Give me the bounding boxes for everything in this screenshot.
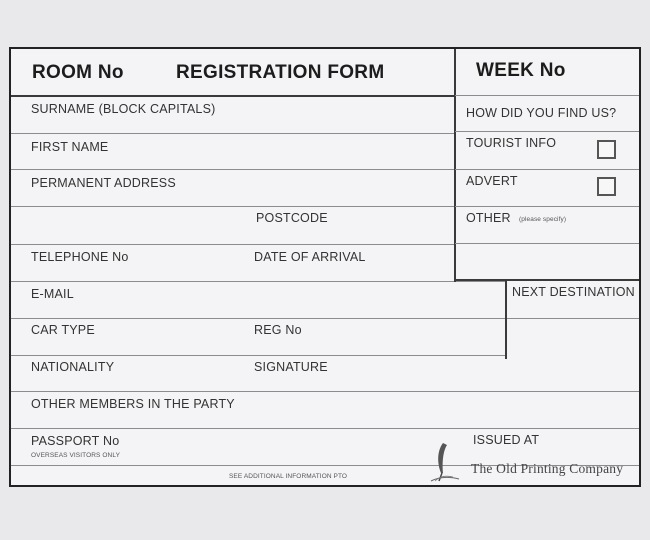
email-label: E-MAIL (31, 287, 74, 301)
rule-first-name (11, 169, 455, 170)
surname-label: SURNAME (BLOCK CAPITALS) (31, 102, 216, 116)
rule-postcode (11, 244, 455, 245)
quill-icon (429, 441, 465, 485)
room-no-label: ROOM No (32, 62, 124, 83)
other-note: (please specify) (519, 216, 567, 223)
first-name-label: FIRST NAME (31, 140, 109, 154)
tourist-info-checkbox[interactable] (597, 140, 616, 159)
advert-label: ADVERT (466, 174, 518, 188)
rule-nationality (11, 391, 641, 392)
telephone-label: TELEPHONE No (31, 250, 129, 264)
right-panel-bottom (455, 279, 641, 281)
passport-no-label: PASSPORT No (31, 434, 120, 448)
brand-logo (429, 441, 641, 485)
other-label: OTHER (466, 211, 511, 225)
form-title: REGISTRATION FORM (176, 62, 385, 83)
rule-email (11, 318, 641, 319)
signature-label: SIGNATURE (254, 360, 328, 374)
rule-telephone (11, 281, 506, 282)
right-panel-divider (454, 49, 456, 282)
rule-week (455, 95, 641, 96)
registration-card (9, 47, 641, 487)
brand-name: The Old Printing Company (471, 461, 624, 476)
issued-at-label: ISSUED AT (473, 433, 540, 447)
rule-advert (455, 206, 641, 207)
next-destination-label: NEXT DESTINATION (512, 285, 635, 299)
rule-members (11, 428, 641, 429)
permanent-address-label: PERMANENT ADDRESS (31, 176, 176, 190)
reg-no-label: REG No (254, 323, 302, 337)
rule-tourist (455, 169, 641, 170)
rule-address (11, 206, 455, 207)
passport-note: OVERSEAS VISITORS ONLY (31, 452, 121, 459)
find-us-question: HOW DID YOU FIND US? (466, 106, 617, 120)
rule-surname (11, 133, 455, 134)
footer-note: SEE ADDITIONAL INFORMATION PTO (229, 473, 348, 480)
other-members-label: OTHER MEMBERS IN THE PARTY (31, 397, 235, 411)
week-no-label: WEEK No (476, 60, 566, 81)
postcode-label: POSTCODE (256, 211, 328, 225)
advert-checkbox[interactable] (597, 177, 616, 196)
rule-car (11, 355, 506, 356)
header-divider (11, 95, 455, 97)
tourist-info-label: TOURIST INFO (466, 136, 557, 150)
date-of-arrival-label: DATE OF ARRIVAL (254, 250, 366, 264)
rule-other (455, 243, 641, 244)
next-dest-divider (505, 281, 507, 359)
nationality-label: NATIONALITY (31, 360, 115, 374)
car-type-label: CAR TYPE (31, 323, 95, 337)
rule-find-us (455, 131, 641, 132)
